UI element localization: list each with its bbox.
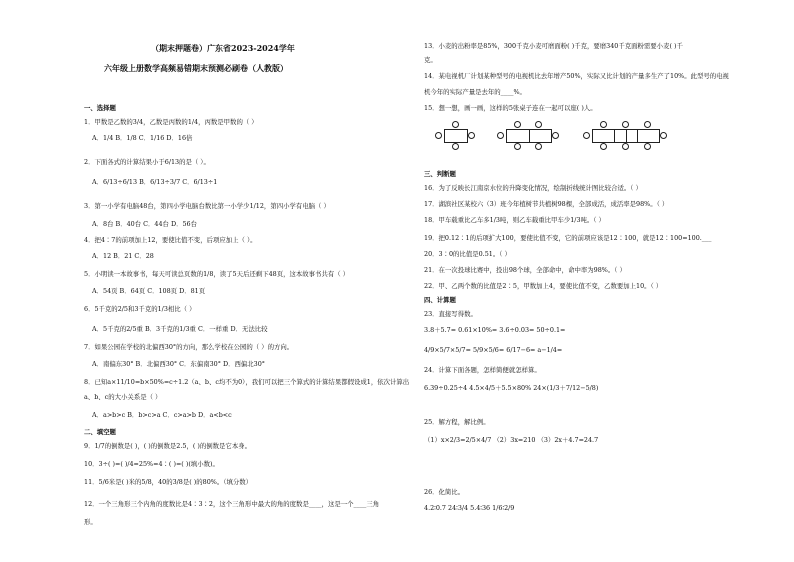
chair [514, 121, 521, 128]
question-4-options: A．12 B．21 C．28 [92, 252, 154, 260]
question-22: 22．甲、乙两个数的比值是2∶5，甲数加上4，要使比值不变，乙数要加上10。（ ） [424, 282, 663, 290]
question-9: 9．1/7的倒数是( )，( )的倒数是2.5，( )的倒数是它本身。 [84, 442, 251, 450]
question-15: 15．想一想，画一画，这样的5张桌子连在一起可以座( )人。 [424, 104, 597, 112]
chair [535, 143, 542, 150]
question-5-options: A．54页 B．64页 C．108页 D．81页 [92, 287, 206, 295]
chair [622, 143, 629, 150]
question-7: 7．如果公园在学校的北偏西30°的方向，那么学校在公园的（ ）的方向。 [84, 343, 294, 351]
question-7-options: A．南偏东30° B．北偏西30° C．东偏南30° D．西偏北30° [92, 360, 265, 368]
question-13: 13．小麦的出粉率是85%，300千克小麦可磨面粉( )千克，要磨340千克面粉需要小麦( )千 [424, 42, 683, 50]
exam-title-line1: （期末押题卷）广东省2023-2024学年 [151, 43, 295, 53]
chair [435, 132, 442, 139]
question-8: 8．已知a×11/10=b×50%=c÷1.2（a、b、c均不为0），我们可以把三个算式的计算结果都假设成1，依次计算出 [84, 378, 410, 386]
question-1-options: A．1/4 B．1/8 C．1/16 D．16倍 [92, 134, 193, 142]
table-divider [614, 129, 638, 143]
chair [660, 132, 667, 139]
question-14: 14．某电视机厂计划某种型号的电视机比去年增产50%，实际又比计划的产量多生产了10%。此型号的电视 [424, 72, 729, 80]
chair [644, 143, 651, 150]
question-23: 23．直接写得数。 [424, 310, 477, 318]
question-17: 17．湖滨社区某校六（3）班今年植树节共植树98棵，全部成活，成活率是98%。（ ） [424, 200, 669, 208]
chair [552, 132, 559, 139]
ratio-simplify-row: 4.2∶0.7 24∶3/4 5.4∶36 1/6∶2/9 [424, 504, 515, 512]
question-10: 10．3÷( )=( )/4=25%=4∶( )=( )(填小数)。 [84, 460, 219, 468]
question-20: 20．3∶0的比值是0.51。（ ） [424, 250, 511, 258]
question-6: 6．5千克的2/5和3千克的1/3相比（ ） [84, 305, 196, 313]
question-5: 5．小明读一本故事书，每天可读总页数的1/8，读了5天后还剩下48页，这本故事书共有（ ） [84, 270, 350, 278]
chair [583, 132, 590, 139]
exam-title-line2: 六年级上册数学高频易错期末预测必刷卷（人教版） [104, 63, 288, 73]
question-8-options: A．a>b>c B．b>c>a C．c>a>b D．a<b<c [92, 411, 232, 419]
chair [600, 121, 607, 128]
question-18: 18．甲车载重比乙车多1/3吨，则乙车载重比甲车少1/3吨。（ ） [424, 216, 605, 224]
question-19: 19．把0.12∶1的后项扩大100，要使比值不变，它的前项应该是12∶100，就是12∶100=100.___ [424, 234, 712, 242]
chair [644, 121, 651, 128]
question-12: 12．一个三角形三个内角的度数比是4∶3∶2，这个三角形中最大的角的度数是____，这是一个____三角 [84, 500, 380, 508]
chair [452, 121, 459, 128]
question-4: 4．把4∶7的前项加上12，要使比值不变，后项应加上（ ）。 [84, 236, 257, 244]
question-16: 16．为了反映长江南京水位的升降变化情况，绘制折线统计图比较合适。（ ） [424, 184, 642, 192]
table-arrangement-figure [432, 121, 732, 149]
question-2-options: A．6/13÷6/13 B．6/13÷3/7 C．6/13÷1 [92, 178, 218, 186]
chair [497, 132, 504, 139]
question-3-options: A．8台 B．40台 C．44台 D．56台 [92, 220, 198, 228]
question-8-cont: a、b、c的大小关系是（ ） [84, 393, 162, 401]
question-11: 11．5/6米是( )米的5/8，40的3/8是( )的80%。（填分数） [84, 478, 253, 486]
question-13-cont: 克。 [424, 56, 437, 64]
question-26: 26．化简比。 [424, 488, 465, 496]
single-table [444, 129, 468, 143]
section-heading: 二、填空题 [84, 428, 116, 436]
chair [622, 121, 629, 128]
calculation-row: 6.39÷0.25÷4 4.5×4/5＋5.5×80% 24×(1/3＋7/12−5/8) [424, 384, 599, 392]
chair [468, 132, 475, 139]
equation-row: （1）x×2/3=2/5×4/7 （2）3x=210 （3）2x＋4.7=24.7 [424, 436, 599, 444]
chair [535, 121, 542, 128]
question-6-options: A．5千克的2/5重 B．3千克的1/3重 C．一样重 D．无法比较 [92, 325, 268, 333]
question-3: 3．第一小学有电脑48台，第四小学电脑台数比第一小学少1/12，第四小学有电脑（ ） [84, 202, 330, 210]
mental-math-row-2: 4/9×5/7×5/7= 5/9×5/6= 6/17−6= a−1/4= [424, 346, 563, 354]
question-21: 21．在一次投球比赛中，投出98个球，全部命中，命中率为98%。（ ） [424, 266, 626, 274]
section-heading: 一、选择题 [84, 104, 116, 112]
chair [452, 143, 459, 150]
section-heading: 三、判断题 [424, 170, 456, 178]
question-12-cont: 形。 [84, 518, 97, 526]
question-24: 24．计算下面各题，怎样简便就怎样算。 [424, 366, 541, 374]
chair [600, 143, 607, 150]
question-25: 25．解方程，解比例。 [424, 418, 490, 426]
section-heading: 四、计算题 [424, 296, 456, 304]
mental-math-row-1: 3.8＋5.7= 0.61×10%= 3.6÷0.03= 50÷0.1= [424, 326, 566, 334]
chair [514, 143, 521, 150]
two-tables [506, 129, 552, 143]
question-1: 1．甲数是乙数的3/4，乙数是丙数的1/4，丙数是甲数的（ ） [84, 118, 258, 126]
question-2: 2．下面各式的计算结果小于6/13的是（ ）。 [84, 158, 210, 166]
question-14-cont: 机今年的实际产量是去年的____%。 [424, 88, 526, 96]
